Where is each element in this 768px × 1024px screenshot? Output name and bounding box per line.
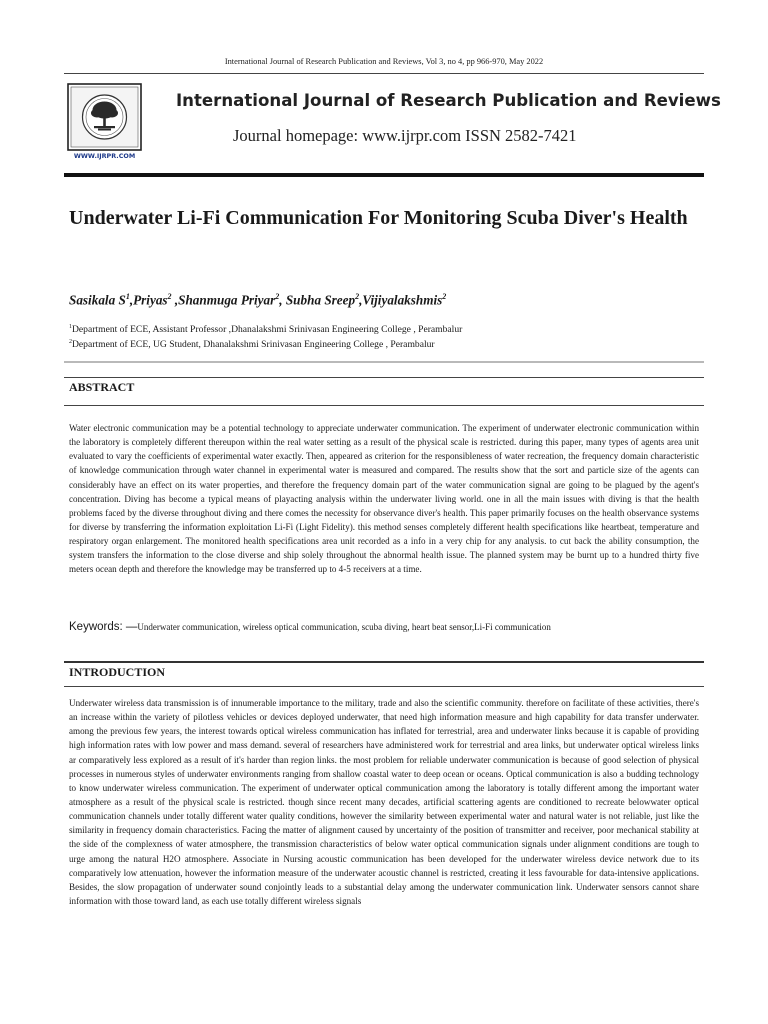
affiliation-sup: 1 <box>69 324 72 330</box>
introduction-top-rule <box>64 661 704 663</box>
keywords-label: Keywords: — <box>69 621 138 633</box>
affiliation-1 <box>69 324 462 335</box>
affiliation-text: Department of ECE, UG Student, Dhanalakshmi Srinivasan Engineering College , Perambalur <box>72 339 435 351</box>
author-affil-sup: 2 <box>167 292 172 301</box>
section-rule <box>64 361 704 363</box>
author-name: ,Priyas <box>129 292 168 308</box>
journal-logo <box>67 83 142 161</box>
journal-name: International Journal of Research Publication and Reviews <box>176 91 721 110</box>
logo-caption: WWW.IJRPR.COM <box>73 152 136 160</box>
introduction-text: Underwater wireless data transmission is of innumerable importance to the military, trade and also the scientific community. therefore on facilitate of these activities, there's an increase within the variety of pilotless vehicles or devices deployed underwater, that need high information measure and high capability for data transfer underwater. among the previous few years, the interest towards optical wireless communication has inflated for terrestrial, area and underwater links because it is capable of providing high information rates with low power and mass demand. several of researchers have administered work for terrestrial and area links, but underwater optical wireless links ar comparatively less explored as a result of it's harder than region links. the most problem for reliable underwater communication is because of good selection of physical processes in numerous styles of underwater environments ranging from shallow coastal water to deep ocean or oceans. Optical communication is also a budding technology to know underwater wireless communication. The experiment of underwater optical communication among the laboratory is totally different among the important water atmosphere as a result of the physical scale is restricted. though since recent many decades, artificial scattering agents are conditioned to recreate belowwater optical communication channels under totally different water quality conditions, however the similarity between experimental water and natural water is not reliable, just like the similarity in frequency domain characteristics. Facing the matter of alignment caused by uncertainty of the position of transmitter and receiver, poor mechanical stability at the side of the complexness of water atmosphere, the transmission characteristics of below water optical communication signals under alignment conditions are tough to urge among the natural H2O atmosphere. Associate in Nursing acoustic communication has been developed for the underwater wireless device network due to its comparatively low attenuation, however the information measure of the underwater acoustic channel is restricted, creating it less favourable for data-intensive applications. Besides, the slow propagation of underwater sound conjointly leads to a substantial delay among the underwater communication link. Underwater sensors cannot share information with those toward land, as each use totally different wireless signals <box>69 698 699 906</box>
author-list <box>69 292 446 308</box>
affiliation-sup: 2 <box>69 339 72 345</box>
author-affil-sup: 1 <box>125 292 130 301</box>
masthead-rule <box>64 173 704 177</box>
author-affil-sup: 2 <box>355 292 360 301</box>
abstract-top-rule <box>64 377 704 378</box>
article-title: Underwater Li-Fi Communication For Monitoring Scuba Diver's Health <box>69 207 688 229</box>
introduction-bottom-rule <box>64 686 704 687</box>
keywords-line <box>69 621 551 633</box>
author-affil-sup: 2 <box>442 292 447 301</box>
abstract-text: Water electronic communication may be a potential technology to appreciate underwater communication. The experiment of underwater electronic communication within the laboratory is completely different thereupon within the real water setting as a result of the physical scale is restricted. during this paper, many types of agents area unit evaluated to vary the coefficients of experimental water exactly. Then, appeared as criterion for the responsibleness of water recreation, the frequency domain characteristic of knowledge communication through water channel in experimental water is measured and compared. The results show that the sort and particle size of the agents can considerably have an effect on its water properties, and therefore the frequency domain part of the water communication signal are going to be plagued by the agent's concentration. Diving has become a typical means of playacting analysis within the underwater living world. one in all the main issues with diving is that the health problems faced by the diverse throughout diving and there comes the necessity for observance diver's health. This paper primarily focuses on the health observance systems for diverse by transferring the information exploitation Li-Fi (Light Fidelity). this method senses completely different health specifications like heartbeat, temperature and respiratory organ enlargement. The monitored health specifications area unit recorded as a info in a very chip for any analysis. to cut back the ability consumption, the system transfers the information to the close diverse and ship solely throughout the abnormal health issue. The planned system may be burnt up to a hundred thirty five meters ocean depth and therefore the knowledge may be transferred up to 4-5 receivers at a time. <box>69 423 699 575</box>
header-rule <box>64 73 704 74</box>
author-name: , Subha Sreep <box>279 292 356 308</box>
introduction-heading: INTRODUCTION <box>69 665 166 679</box>
journal-homepage-issn: Journal homepage: www.ijrpr.com ISSN 2582-7421 <box>233 126 577 145</box>
affiliation-2 <box>69 339 435 350</box>
abstract-heading: ABSTRACT <box>69 380 135 394</box>
affiliation-text: Department of ECE, Assistant Professor ,Dhanalakshmi Srinivasan Engineering College , Perambalur <box>72 324 463 336</box>
keywords-text: Underwater communication, wireless optical communication, scuba diving, heart beat sensor,Li-Fi communication <box>137 622 551 632</box>
author-affil-sup: 2 <box>275 292 280 301</box>
author-name: ,Vijiyalakshmis <box>359 292 443 308</box>
abstract-bottom-rule <box>64 405 704 406</box>
author-name: ,Shanmuga Priyar <box>171 292 276 308</box>
running-head: International Journal of Research Publication and Reviews, Vol 3, no 4, pp 966-970, May 2022 <box>224 57 544 66</box>
author-name: Sasikala S <box>69 292 126 308</box>
